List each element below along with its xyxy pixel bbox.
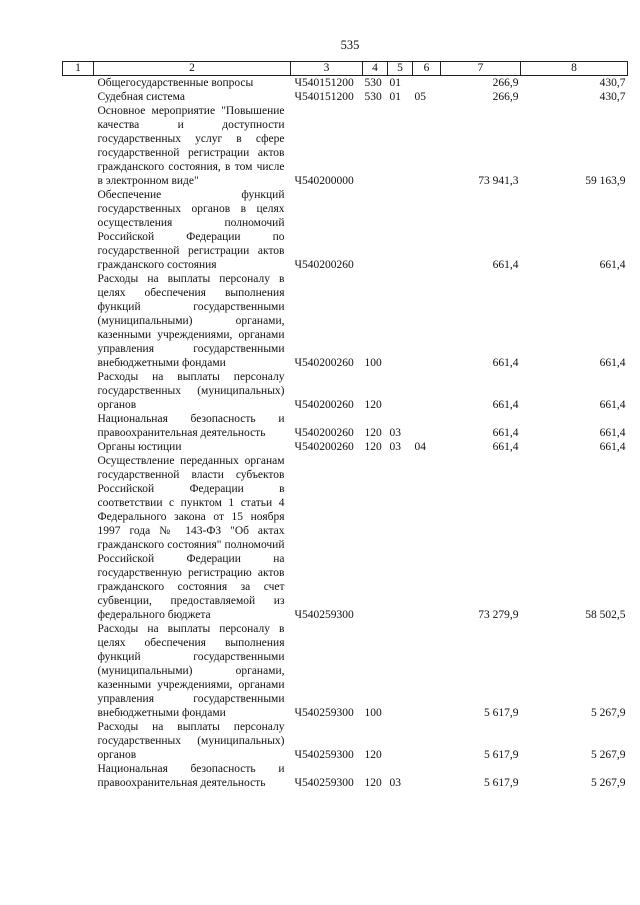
header-cell-1: 1 xyxy=(63,62,94,76)
table-row xyxy=(63,90,628,104)
row-section: 03 xyxy=(389,427,401,439)
header-cell-2: 2 xyxy=(94,62,291,76)
row-target-code: Ч540259300 xyxy=(294,707,354,719)
table-row xyxy=(63,104,628,188)
table-row xyxy=(63,720,628,762)
row-amount-2: 661,4 xyxy=(599,427,626,439)
row-expense-type: 120 xyxy=(364,399,382,411)
row-target-code: Ч540259300 xyxy=(294,777,354,789)
row-section xyxy=(388,454,413,622)
row-section xyxy=(388,272,413,370)
row-subsection: 05 xyxy=(414,91,426,103)
header-cell-3: 3 xyxy=(291,62,363,76)
header-cell-8: 8 xyxy=(521,62,628,76)
row-description: Обеспечение функций государственных органов в целях осуществления полномочий Российской Федерации по государственной регистрации актов гражданского состояния xyxy=(97,189,285,271)
row-expense-type xyxy=(363,188,388,272)
row-expense-type: 100 xyxy=(364,707,382,719)
row-amount-1: 661,4 xyxy=(492,259,519,271)
row-section: 03 xyxy=(389,441,401,453)
budget-table xyxy=(62,61,628,790)
row-description: Расходы на выплаты персоналу в целях обеспечения выполнения функций государственными (муниципальными) органами, казенными учреждениями, органами управления государственными внебюджетными фондами xyxy=(97,273,285,369)
row-subsection xyxy=(413,762,441,790)
header-cell-4: 4 xyxy=(363,62,388,76)
row-amount-1: 266,9 xyxy=(492,77,519,89)
row-target-code: Ч540259300 xyxy=(294,749,354,761)
row-subsection xyxy=(413,720,441,762)
row-subsection xyxy=(413,370,441,412)
row-amount-1: 661,4 xyxy=(492,399,519,411)
row-amount-1: 661,4 xyxy=(492,427,519,439)
row-expense-type: 100 xyxy=(364,357,382,369)
row-target-code: Ч540200260 xyxy=(294,427,354,439)
row-amount-1: 5 617,9 xyxy=(484,777,519,789)
header-row xyxy=(63,62,628,76)
row-amount-2: 661,4 xyxy=(599,399,626,411)
row-expense-type xyxy=(363,454,388,622)
row-expense-type: 530 xyxy=(364,77,382,89)
row-amount-2: 661,4 xyxy=(599,441,626,453)
row-section: 01 xyxy=(389,91,401,103)
row-expense-type xyxy=(363,104,388,188)
row-description: Расходы на выплаты персоналу государственных (муниципальных) органов xyxy=(97,371,285,411)
row-section xyxy=(388,370,413,412)
row-target-code: Ч540259300 xyxy=(294,609,354,621)
row-amount-2: 5 267,9 xyxy=(591,777,626,789)
row-description: Национальная безопасность и правоохранительная деятельность xyxy=(97,763,285,789)
row-target-code: Ч540151200 xyxy=(294,77,354,89)
row-target-code: Ч540200260 xyxy=(294,399,354,411)
row-amount-2: 58 502,5 xyxy=(585,609,626,621)
table-row xyxy=(63,622,628,720)
table-row xyxy=(63,272,628,370)
row-target-code: Ч540200260 xyxy=(294,357,354,369)
row-amount-2: 430,7 xyxy=(599,77,626,89)
row-section: 03 xyxy=(389,777,401,789)
row-description: Национальная безопасность и правоохранительная деятельность xyxy=(97,413,285,439)
table-row xyxy=(63,454,628,622)
table-row xyxy=(63,440,628,454)
row-amount-2: 661,4 xyxy=(599,259,626,271)
row-target-code: Ч540151200 xyxy=(294,91,354,103)
row-amount-2: 5 267,9 xyxy=(591,749,626,761)
row-description: Расходы на выплаты персоналу государственных (муниципальных) органов xyxy=(97,721,285,761)
row-section xyxy=(388,104,413,188)
row-section xyxy=(388,188,413,272)
row-subsection xyxy=(413,622,441,720)
table-row xyxy=(63,188,628,272)
row-subsection xyxy=(413,454,441,622)
row-amount-2: 5 267,9 xyxy=(591,707,626,719)
row-amount-2: 430,7 xyxy=(599,91,626,103)
row-section xyxy=(388,720,413,762)
row-subsection xyxy=(413,76,441,91)
row-amount-2: 59 163,9 xyxy=(585,175,626,187)
row-amount-1: 266,9 xyxy=(492,91,519,103)
row-expense-type: 120 xyxy=(364,427,382,439)
row-target-code: Ч540200000 xyxy=(294,175,354,187)
row-description: Судебная система xyxy=(97,91,185,103)
row-description: Осуществление переданных органам государственной власти субъектов Российской Федерации в соответствии с пунктом 1 статьи 4 Федерального закона от 15 ноября 1997 года № 143-ФЗ "Об актах гражданского состояния" полномочий Российской Федерации на государственную регистрацию актов гражданского состояния за счет субвенции, предоставляемой из федерального бюджета xyxy=(97,455,285,621)
row-target-code: Ч540200260 xyxy=(294,259,354,271)
row-amount-1: 5 617,9 xyxy=(484,749,519,761)
row-amount-1: 73 941,3 xyxy=(478,175,519,187)
header-cell-5: 5 xyxy=(388,62,413,76)
row-subsection xyxy=(413,104,441,188)
row-section xyxy=(388,622,413,720)
row-description: Основное мероприятие "Повышение качества и доступности государственных услуг в сфере государственной регистрации актов гражданского состояния, в том числе в электронном виде" xyxy=(97,105,285,187)
page-number: 535 xyxy=(340,38,360,52)
header-cell-7: 7 xyxy=(441,62,521,76)
row-section: 01 xyxy=(389,77,401,89)
row-description: Органы юстиции xyxy=(97,441,182,453)
row-amount-1: 661,4 xyxy=(492,441,519,453)
row-subsection xyxy=(413,188,441,272)
row-subsection xyxy=(413,272,441,370)
table-row xyxy=(63,412,628,440)
table-row xyxy=(63,76,628,91)
table-row xyxy=(63,762,628,790)
row-description: Общегосударственные вопросы xyxy=(97,77,254,89)
row-expense-type: 530 xyxy=(364,91,382,103)
row-expense-type: 120 xyxy=(364,777,382,789)
row-amount-1: 73 279,9 xyxy=(478,609,519,621)
row-amount-1: 5 617,9 xyxy=(484,707,519,719)
row-subsection: 04 xyxy=(414,441,426,453)
row-expense-type: 120 xyxy=(364,441,382,453)
row-description: Расходы на выплаты персоналу в целях обеспечения выполнения функций государственными (муниципальными) органами, казенными учреждениями, органами управления государственными внебюджетными фондами xyxy=(97,623,285,719)
row-subsection xyxy=(413,412,441,440)
table-row xyxy=(63,370,628,412)
row-expense-type: 120 xyxy=(364,749,382,761)
header-cell-6: 6 xyxy=(413,62,441,76)
row-amount-2: 661,4 xyxy=(599,357,626,369)
row-target-code: Ч540200260 xyxy=(294,441,354,453)
row-amount-1: 661,4 xyxy=(492,357,519,369)
